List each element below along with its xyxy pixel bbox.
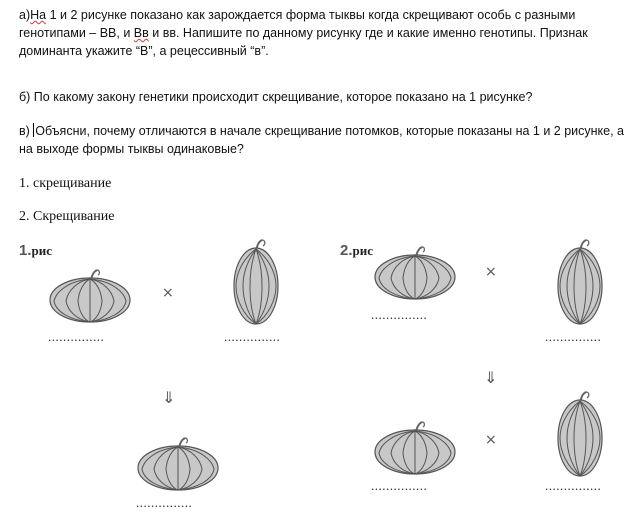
pumpkin-round-icon: [136, 436, 220, 494]
question-a-prefix: а): [19, 8, 31, 22]
pumpkin-round-icon: [373, 245, 457, 303]
question-a-word-na: На: [30, 8, 47, 22]
figure-2-label: [340, 242, 373, 260]
question-a-text-1: 1 и 2 рисунке показано как зарождается форма тыквы когда скрещивают особь с разными генотипами – ВВ, и: [19, 8, 576, 40]
genotype-blank: ...............: [136, 495, 193, 510]
pumpkin-tall-icon: [556, 238, 604, 328]
question-c-text: Объясни, почему отличаются в начале скрещивание потомков, которые показаны на 1 и 2 рисунке, а на выходе формы тыквы одинаковые?: [19, 124, 625, 156]
question-b: б) По какому закону генетики происходит скрещивание, которое показано на 1 рисунке?: [19, 90, 533, 104]
figure-2-text: рис: [352, 243, 374, 258]
question-c-prefix: в): [19, 124, 34, 138]
answer-line-2: 2. Скрещивание: [19, 209, 115, 224]
cross-symbol: ×: [162, 285, 174, 301]
question-a-text-2: и вв. Напишите по данному рисунку где и какие именно генотипы. Признак доминанта укажите “В”, а рецессивный “в”.: [19, 26, 588, 58]
pumpkin-tall-icon: [556, 390, 604, 480]
answer-line-1: 1. скрещивание: [19, 176, 112, 191]
genotype-blank: ...............: [371, 478, 428, 493]
genotype-blank: ...............: [545, 329, 602, 344]
pumpkin-round-icon: [48, 268, 132, 326]
pumpkin-round-icon: [373, 420, 457, 478]
genotype-blank: ...............: [371, 307, 428, 322]
genotype-blank: ...............: [224, 329, 281, 344]
genotype-blank: ...............: [545, 478, 602, 493]
figure-1-number: 1.: [19, 242, 32, 259]
question-a: [19, 6, 631, 60]
question-c: [19, 122, 631, 158]
question-a-word-vv: Вв: [133, 26, 149, 40]
down-arrow-icon: ⇓: [484, 368, 498, 387]
pumpkin-tall-icon: [232, 238, 280, 328]
figure-1-label: [19, 242, 52, 260]
figure-1-text: рис: [31, 243, 53, 258]
genotype-blank: ...............: [48, 329, 105, 344]
cross-symbol: ×: [485, 264, 497, 280]
down-arrow-icon: ⇓: [162, 388, 176, 407]
figure-2-number: 2.: [340, 242, 353, 259]
cross-symbol: ×: [485, 432, 497, 448]
